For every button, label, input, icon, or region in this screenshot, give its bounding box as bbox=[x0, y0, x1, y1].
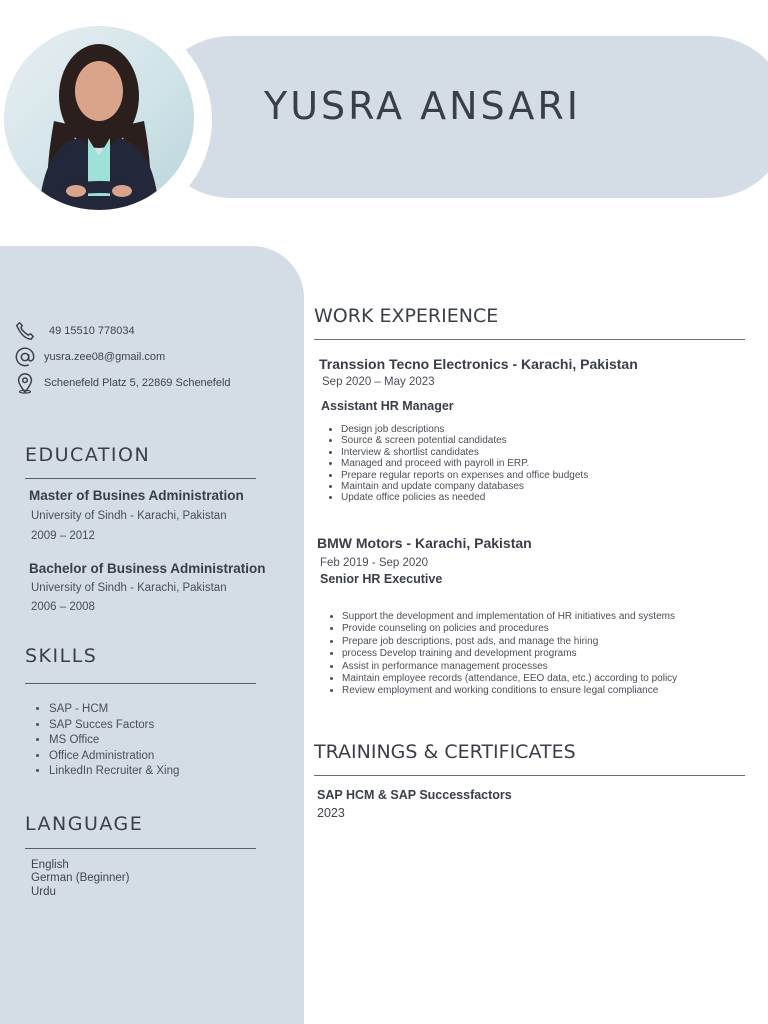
duty-item: • Interview & shortlist candidates bbox=[341, 447, 588, 458]
duty-item: • Update office policies as needed bbox=[341, 492, 588, 503]
duty-item: • Assist in performance management processes bbox=[342, 661, 677, 673]
certificate-name: SAP HCM & SAP Successfactors bbox=[317, 788, 512, 802]
job-duties bbox=[341, 424, 588, 504]
email-address: yusra.zee08@gmail.com bbox=[44, 351, 166, 363]
contact-email bbox=[14, 346, 165, 368]
duty-item: • Prepare regular reports on expenses and office budgets bbox=[341, 470, 588, 481]
duty-item: • Source & screen potential candidates bbox=[341, 435, 588, 446]
contact-phone bbox=[14, 320, 135, 342]
duty-item: • process Develop training and development programs bbox=[342, 648, 677, 660]
language-item: German (Beginner) bbox=[31, 872, 130, 885]
language-list bbox=[31, 859, 129, 899]
skill-item: • LinkedIn Recruiter & Xing bbox=[49, 764, 179, 780]
education-heading: EDUCATION bbox=[25, 444, 151, 466]
skill-item: • MS Office bbox=[49, 733, 179, 749]
skill-item: • Office Administration bbox=[49, 749, 179, 765]
certificate-year: 2023 bbox=[317, 806, 345, 820]
language-heading: LANGUAGE bbox=[25, 813, 144, 835]
language-item: English bbox=[31, 859, 69, 871]
profile-photo bbox=[4, 26, 194, 210]
job-dates: Sep 2020 – May 2023 bbox=[322, 376, 435, 388]
skills-heading: SKILLS bbox=[25, 645, 98, 667]
job-title: Assistant HR Manager bbox=[321, 399, 454, 413]
job-duties bbox=[342, 611, 677, 698]
trainings-heading: TRAININGS & CERTIFICATES bbox=[314, 741, 576, 763]
education-years: 2006 – 2008 bbox=[31, 601, 95, 613]
person-silhouette-icon bbox=[4, 26, 194, 210]
education-years: 2009 – 2012 bbox=[31, 530, 95, 542]
work-divider bbox=[314, 339, 745, 340]
skill-item: • SAP Succes Factors bbox=[49, 718, 179, 734]
duty-item: • Maintain and update company databases bbox=[341, 481, 588, 492]
duty-item: • Maintain employee records (attendance, EEO data, etc.) according to policy bbox=[342, 673, 677, 685]
education-school: University of Sindh - Karachi, Pakistan bbox=[31, 510, 227, 522]
street-address: Schenefeld Platz 5, 22869 Schenefeld bbox=[44, 377, 231, 389]
duty-item: • Support the development and implementation of HR initiatives and systems bbox=[342, 611, 677, 623]
at-sign-icon bbox=[14, 346, 36, 368]
duty-item: • Provide counseling on policies and procedures bbox=[342, 623, 677, 635]
candidate-name: YUSRA ANSARI bbox=[264, 84, 581, 128]
duty-item: • Managed and proceed with payroll in ERP. bbox=[341, 458, 588, 469]
trainings-divider bbox=[314, 775, 745, 776]
job-company: Transsion Tecno Electronics - Karachi, Pakistan bbox=[319, 356, 638, 372]
education-degree: Bachelor of Business Administration bbox=[29, 561, 266, 576]
skills-list bbox=[49, 702, 179, 780]
contact-address bbox=[14, 372, 231, 394]
language-divider bbox=[25, 848, 256, 849]
skills-divider bbox=[25, 683, 256, 684]
job-dates: Feb 2019 - Sep 2020 bbox=[320, 557, 429, 569]
language-item: Urdu bbox=[31, 885, 56, 898]
phone-icon bbox=[14, 320, 36, 342]
education-school: University of Sindh - Karachi, Pakistan bbox=[31, 582, 227, 594]
skill-item: • SAP - HCM bbox=[49, 702, 179, 718]
work-experience-heading: WORK EXPERIENCE bbox=[314, 305, 499, 327]
phone-number: 49 15510 778034 bbox=[49, 325, 135, 337]
education-degree: Master of Busines Administration bbox=[29, 488, 244, 503]
education-divider bbox=[25, 478, 256, 479]
job-title: Senior HR Executive bbox=[320, 572, 443, 586]
duty-item: • Design job descriptions bbox=[341, 424, 588, 435]
job-company: BMW Motors - Karachi, Pakistan bbox=[317, 535, 532, 551]
duty-item: • Prepare job descriptions, post ads, and manage the hiring bbox=[342, 636, 677, 648]
duty-item: • Review employment and working conditions to ensure legal compliance bbox=[342, 685, 677, 697]
location-pin-icon bbox=[14, 372, 36, 394]
